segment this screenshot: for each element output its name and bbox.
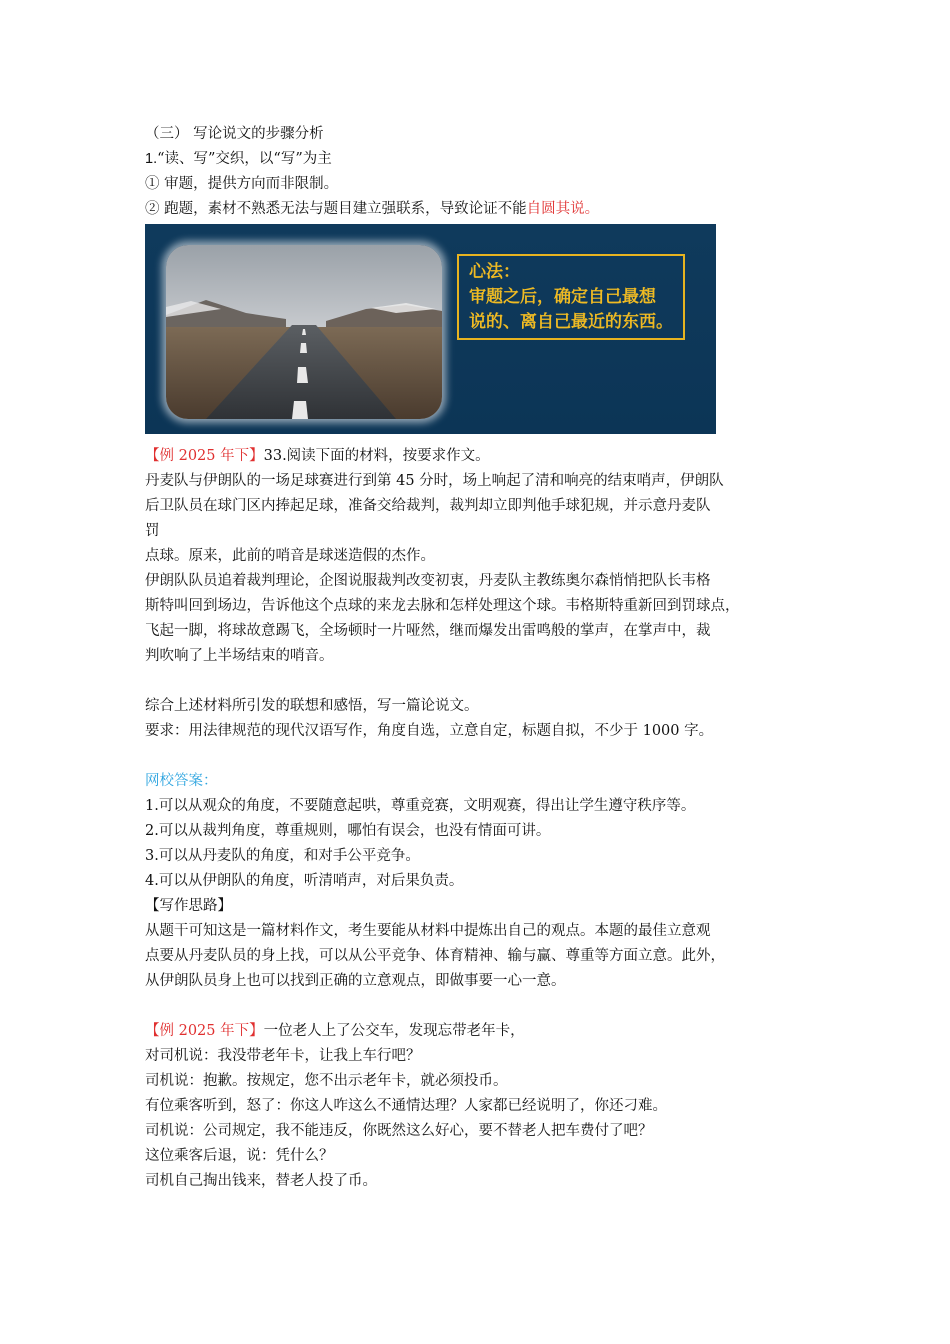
banner-image	[145, 224, 716, 434]
example-1-heading	[145, 444, 810, 469]
answer-point: 4.可以从伊朗队的角度，听清哨声，对后果负责。	[145, 873, 464, 889]
answer-point: 2.可以从裁判角度，尊重规则，哪怕有误会，也没有情面可讲。	[145, 823, 551, 839]
example-1-para1-line3: 罚	[145, 523, 160, 539]
example-1-prompt: 33.阅读下面的材料，按要求作文。	[263, 448, 490, 464]
step-1-number: 1.	[145, 151, 158, 167]
section-title: （三） 写论说文的步骤分析	[145, 126, 324, 142]
writing-idea-line3: 从伊朗队员身上也可以找到正确的立意观点，即做事要一心一意。	[145, 973, 566, 989]
example-1-para2-line3: 飞起一脚，将球故意踢飞，全场顿时一片哑然，继而爆发出雷鸣般的掌声，在掌声中，裁	[145, 623, 711, 639]
road-landscape-photo	[166, 245, 442, 419]
writing-idea-line2: 点要从丹麦队员的身上找，可以从公平竞争、体育精神、输与赢、尊重等方面立意。此外，	[145, 948, 725, 964]
example-1-para1-line4: 点球。原来，此前的哨音是球迷造假的杰作。	[145, 548, 435, 564]
example-1-requirement: 要求：用法律规范的现代汉语写作，角度自选，立意自定，标题自拟，不少于 1000 字。	[145, 723, 714, 739]
writing-idea-heading: 【写作思路】	[145, 898, 232, 914]
example-2-line: 这位乘客后退，说：凭什么？	[145, 1148, 334, 1164]
spacer	[145, 994, 810, 1019]
example-2-line: 司机自己掏出钱来，替老人投了币。	[145, 1173, 377, 1189]
answer-point: 3.可以从丹麦队的角度，和对手公平竞争。	[145, 848, 420, 864]
example-2-heading	[145, 1019, 810, 1044]
example-2-line: 对司机说：我没带老年卡，让我上车行吧？	[145, 1048, 421, 1064]
item-2-highlight: 自圆其说。	[526, 201, 600, 217]
example-2-intro: 一位老人上了公交车，发现忘带老年卡，	[263, 1023, 525, 1039]
step-1-text: “读、写”交织，以“写”为主	[157, 151, 332, 167]
answer-point: 1.可以从观众的角度，不要随意起哄，尊重竞赛，文明观赛，得出让学生遵守秩序等。	[145, 798, 696, 814]
answer-heading: 网校答案：	[145, 773, 218, 789]
example-1-task: 综合上述材料所引发的联想和感悟，写一篇论说文。	[145, 698, 479, 714]
item-1: ① 审题，提供方向而非限制。	[145, 176, 339, 192]
example-1-para1-line1: 丹麦队与伊朗队的一场足球赛进行到第 45 分时，场上响起了清和响亮的结束哨声，伊朗队	[145, 473, 724, 489]
tip-title: 心法：	[469, 262, 520, 282]
example-1-para2-line1: 伊朗队队员追着裁判理论，企图说服裁判改变初衷，丹麦队主教练奥尔森悄悄把队长韦格	[145, 573, 711, 589]
example-1-para1-line2: 后卫队员在球门区内捧起足球，准备交给裁判，裁判却立即判他手球犯规，并示意丹麦队	[145, 498, 711, 514]
tip-line-1: 审题之后，确定自己最想	[469, 287, 656, 307]
tip-line-2: 说的、离自己最近的东西。	[469, 312, 673, 332]
example-2-line: 司机说：公司规定，我不能违反，你既然这么好心，要不替老人把车费付了吧？	[145, 1123, 653, 1139]
example-2-line: 司机说：抱歉。按规定，您不出示老年卡，就必须投币。	[145, 1073, 508, 1089]
spacer	[145, 744, 810, 769]
item-2	[145, 197, 810, 222]
example-1-para2-line4: 判吹响了上半场结束的哨音。	[145, 648, 334, 664]
writing-idea-line1: 从题干可知这是一篇材料作文，考生要能从材料中提炼出自己的观点。本题的最佳立意观	[145, 923, 711, 939]
spacer	[145, 669, 810, 694]
example-1-tag: 【例 2025 年下】	[145, 448, 264, 464]
item-2-text: ② 跑题，素材不熟悉无法与题目建立强联系，导致论证不能	[145, 201, 527, 217]
example-1-para2-line2: 斯特叫回到场边，告诉他这个点球的来龙去脉和怎样处理这个球。韦格斯特重新回到罚球点，	[145, 598, 740, 614]
tip-box	[457, 254, 685, 340]
example-2-line: 有位乘客听到，怒了：你这人咋这么不通情达理？人家都已经说明了，你还刁难。	[145, 1098, 667, 1114]
step-1	[145, 147, 810, 172]
example-2-tag: 【例 2025 年下】	[145, 1023, 264, 1039]
document-body	[145, 122, 810, 1194]
